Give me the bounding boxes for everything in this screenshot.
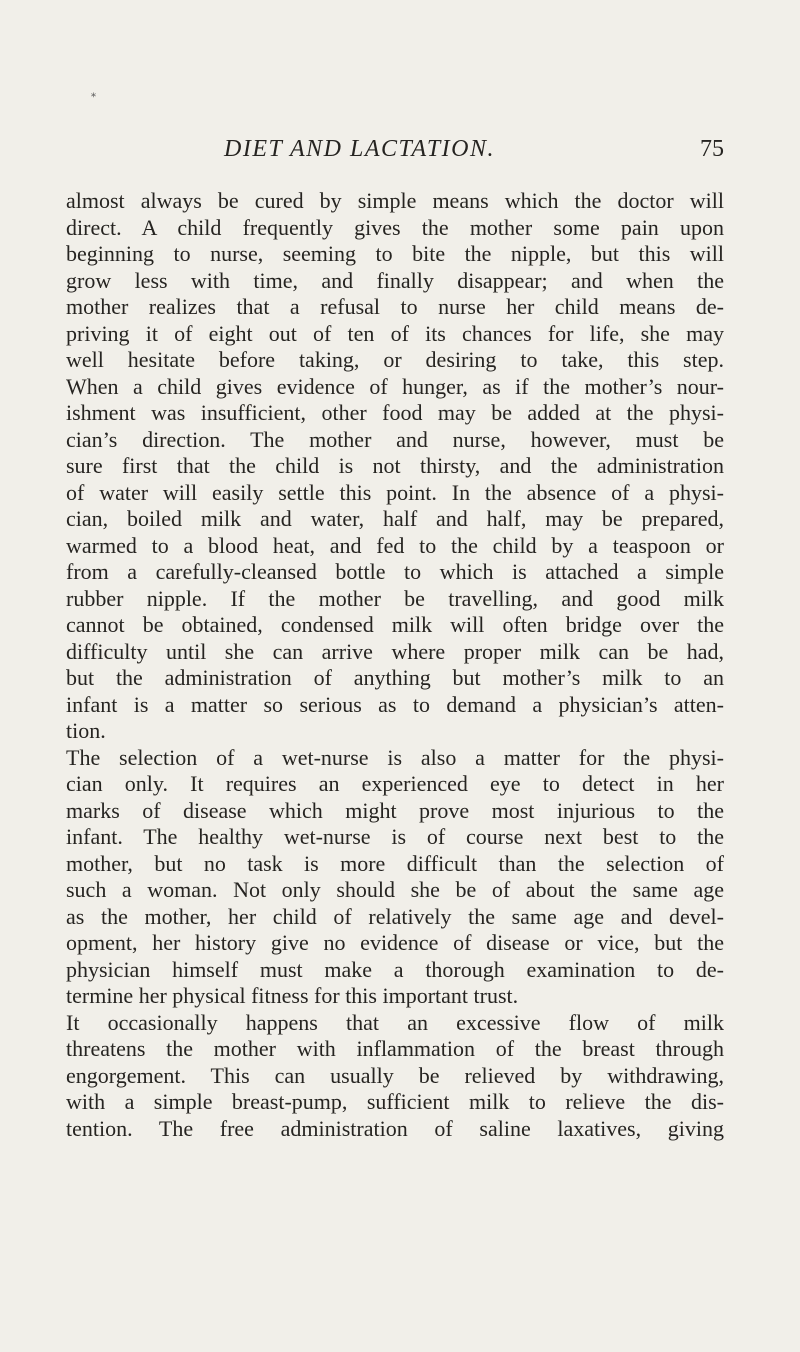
text-line: but the administration of anything but mother’s milk to an xyxy=(66,665,724,690)
text-line: tention. The free administration of saline laxatives, giving xyxy=(66,1115,724,1141)
text-line: physician himself must make a thorough examination to de- xyxy=(66,956,724,982)
text-line: mother, but no task is more difficult than the selection of xyxy=(66,850,724,876)
text-line: cian only. It requires an experienced eye to detect in her xyxy=(66,771,724,796)
text-line: such a woman. Not only should she be of about the same age xyxy=(66,877,724,902)
text-line: well hesitate before taking, or desiring to take, this step. xyxy=(66,347,724,372)
text-line: tion. xyxy=(66,718,106,743)
text-line: rubber nipple. If the mother be travelling, and good milk xyxy=(66,585,724,611)
text-line: marks of disease which might prove most injurious to the xyxy=(66,797,724,823)
text-line: almost always be cured by simple means which the doctor will xyxy=(66,188,724,213)
text-line: threatens the mother with inflammation of the breast through xyxy=(66,1036,724,1061)
text-line: ishment was insufficient, other food may be added at the physi- xyxy=(66,400,724,425)
page-header xyxy=(66,134,724,164)
page-number: 75 xyxy=(700,136,724,162)
text-line: infant. The healthy wet-nurse is of course next best to the xyxy=(66,824,724,849)
margin-mark: * xyxy=(91,92,96,103)
text-line: beginning to nurse, seeming to bite the nipple, but this will xyxy=(66,241,724,266)
running-title: DIET AND LACTATION. xyxy=(224,136,495,162)
text-line: sure first that the child is not thirsty, and the administration xyxy=(66,453,724,478)
text-line: It occasionally happens that an excessive flow of milk xyxy=(66,1009,724,1035)
text-line: mother realizes that a refusal to nurse her child means de- xyxy=(66,294,724,319)
text-line: from a carefully-cleansed bottle to which is attached a simple xyxy=(66,559,724,584)
text-line: as the mother, her child of relatively the same age and devel- xyxy=(66,903,724,929)
text-line: cian’s direction. The mother and nurse, however, must be xyxy=(66,426,724,452)
body-text xyxy=(66,188,724,1142)
text-line: When a child gives evidence of hunger, as if the mother’s nour- xyxy=(66,373,724,399)
text-line: cannot be obtained, condensed milk will often bridge over the xyxy=(66,612,724,637)
text-line: The selection of a wet-nurse is also a matter for the physi- xyxy=(66,744,724,770)
text-line: priving it of eight out of ten of its chances for life, she may xyxy=(66,320,724,346)
text-line: grow less with time, and finally disappear; and when the xyxy=(66,267,724,293)
text-line: of water will easily settle this point. In the absence of a physi- xyxy=(66,479,724,505)
text-line: cian, boiled milk and water, half and half, may be prepared, xyxy=(66,506,724,531)
text-line: with a simple breast-pump, sufficient milk to relieve the dis- xyxy=(66,1089,724,1114)
text-line: termine her physical fitness for this important trust. xyxy=(66,983,519,1008)
text-line: infant is a matter so serious as to demand a physician’s atten- xyxy=(66,691,724,717)
text-line: warmed to a blood heat, and fed to the child by a teaspoon or xyxy=(66,532,724,558)
text-line: direct. A child frequently gives the mother some pain upon xyxy=(66,214,724,240)
text-line: difficulty until she can arrive where proper milk can be had, xyxy=(66,638,724,664)
text-line: opment, her history give no evidence of disease or vice, but the xyxy=(66,930,724,955)
text-line: engorgement. This can usually be relieved by withdrawing, xyxy=(66,1062,724,1088)
